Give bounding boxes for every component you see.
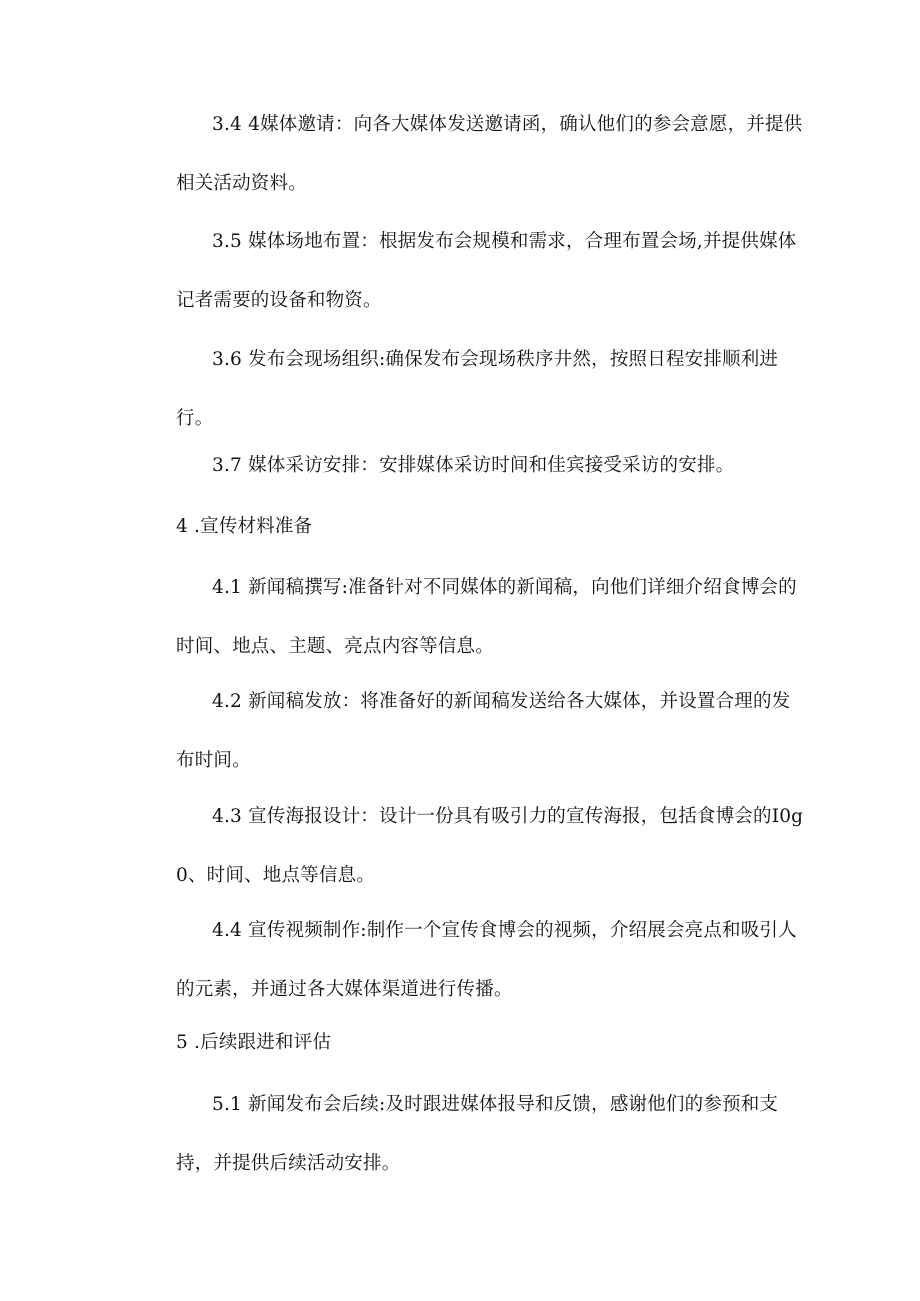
paragraph-4-3: 4.3 宣传海报设计：设计一份具有吸引力的宣传海报，包括食博会的I0g0、时间、地点等信息。 bbox=[176, 806, 804, 886]
paragraph-4-1: 4.1 新闻稿撰写:准备针对不同媒体的新闻稿，向他们详细介绍食博会的时间、地点、主题、亮点内容等信息。 bbox=[176, 577, 797, 657]
paragraph-5-1: 5.1 新闻发布会后续:及时跟进媒体报导和反馈，感谢他们的参预和支持，并提供后续活动安排。 bbox=[176, 1094, 779, 1174]
paragraph-4-4: 4.4 宣传视频制作:制作一个宣传食博会的视频，介绍展会亮点和吸引人的元素，并通过各大媒体渠道进行传播。 bbox=[176, 920, 797, 1000]
paragraph-3-4: 3.4 4媒体邀请：向各大媒体发送邀请函，确认他们的参会意愿，并提供相关活动资料。 bbox=[176, 114, 803, 194]
paragraph-3-5: 3.5 媒体场地布置：根据发布会规模和需求，合理布置会场,并提供媒体记者需要的设备和物资。 bbox=[176, 231, 797, 311]
section-heading-5: 5 .后续跟进和评估 bbox=[176, 1032, 332, 1053]
paragraph-4-2: 4.2 新闻稿发放：将准备好的新闻稿发送给各大媒体，并设置合理的发布时间。 bbox=[176, 691, 791, 771]
paragraph-3-7: 3.7 媒体采访安排：安排媒体采访时间和佳宾接受采访的安排。 bbox=[212, 455, 735, 476]
section-heading-4: 4 .宣传材料准备 bbox=[176, 516, 313, 537]
paragraph-3-6: 3.6 发布会现场组织:确保发布会现场秩序井然，按照日程安排顺利进行。 bbox=[176, 349, 779, 429]
